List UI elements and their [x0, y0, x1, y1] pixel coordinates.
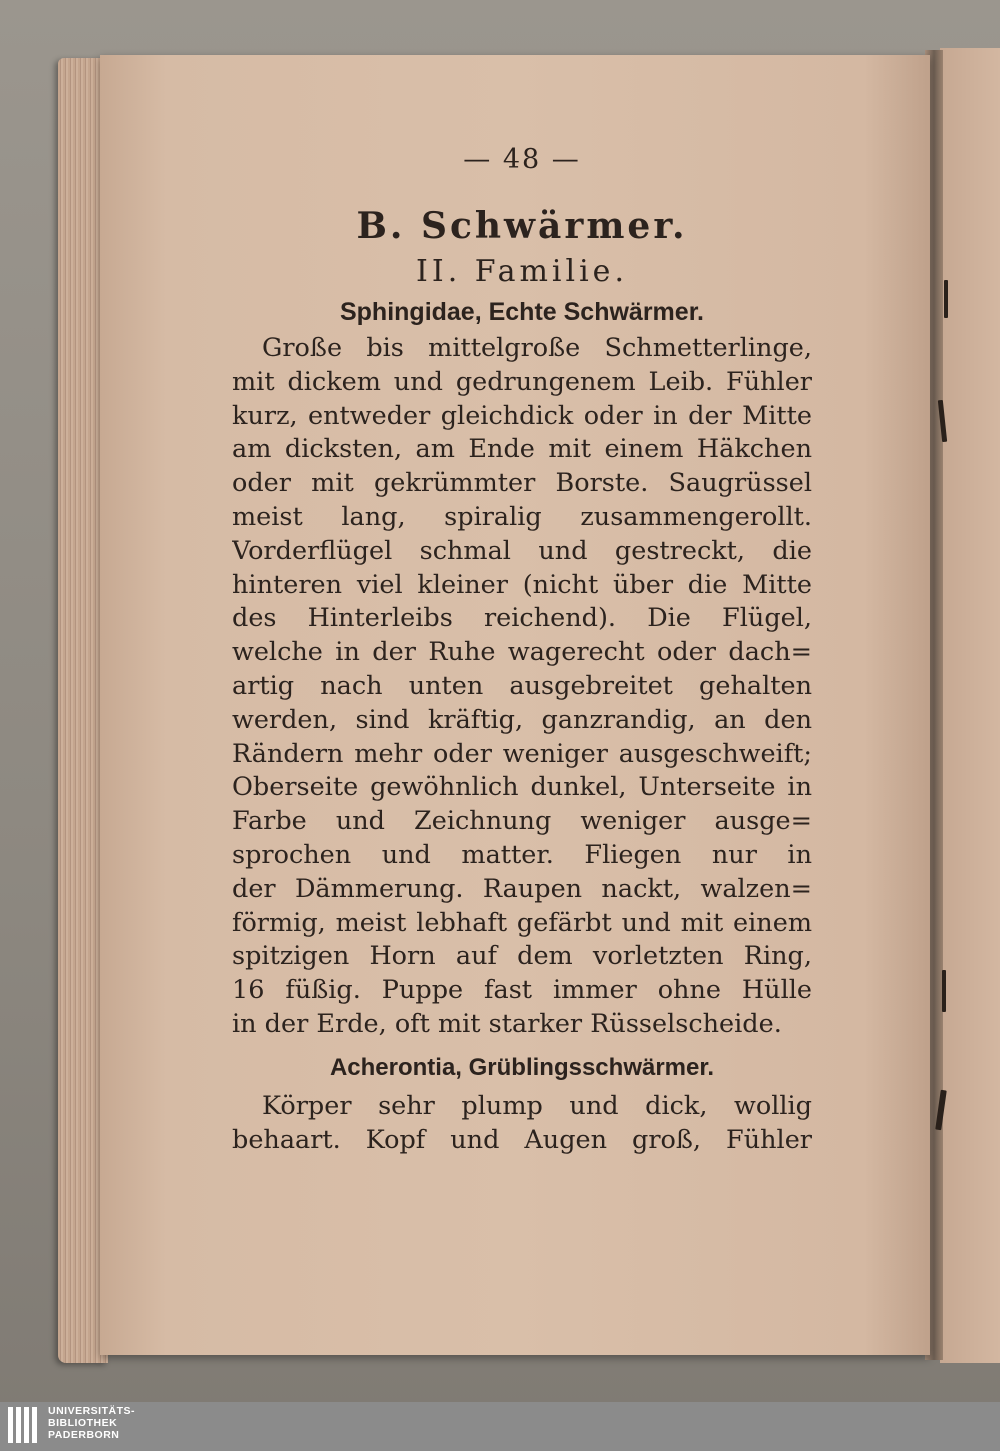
- text-line: des Hinterleibs reichend). Die Flügel,: [232, 603, 812, 634]
- family-heading: II. Familie.: [416, 254, 628, 289]
- text-line: Rändern mehr oder weniger ausgeschweift;: [232, 738, 812, 769]
- text-line: meist lang, spiralig zusammengerollt.: [232, 501, 812, 532]
- library-name-line: UNIVERSITÄTS-: [48, 1405, 136, 1417]
- text-line: mit dickem und gedrungenem Leib. Fühler: [232, 366, 812, 397]
- paragraph-genus: [232, 1090, 812, 1158]
- text-line: 16 füßig. Puppe fast immer ohne Hülle: [232, 975, 812, 1006]
- text-line: Große bis mittelgroße Schmetterlinge,: [262, 333, 812, 363]
- facing-page-mark: [942, 970, 946, 1012]
- section-heading: B. Schwärmer.: [356, 205, 688, 247]
- text-line: artig nach unten ausgebreitet gehalten: [232, 670, 812, 701]
- text-line: behaart. Kopf und Augen groß, Fühler: [232, 1124, 812, 1155]
- taxon-heading: Sphingidae, Echte Schwärmer.: [339, 298, 704, 326]
- library-footer-bar: [0, 1402, 1000, 1451]
- text-line: hinteren viel kleiner (nicht über die Mitte: [232, 569, 812, 600]
- text-line: Farbe und Zeichnung weniger ausge=: [232, 806, 812, 837]
- text-line: sprochen und matter. Fliegen nur in: [232, 839, 812, 870]
- text-line: förmig, meist lebhaft gefärbt und mit einem: [232, 907, 812, 938]
- text-line: Vorderflügel schmal und gestreckt, die: [232, 535, 812, 566]
- page-number: — 48 —: [463, 144, 581, 175]
- facing-page-mark: [944, 280, 948, 318]
- text-line: am dicksten, am Ende mit einem Häkchen: [232, 434, 812, 465]
- library-name: [48, 1405, 135, 1441]
- genus-subheading: Acherontia, Grüblingsschwärmer.: [329, 1053, 715, 1081]
- text-line: kurz, entweder gleichdick oder in der Mitte: [232, 400, 812, 431]
- text-line: Oberseite gewöhnlich dunkel, Unterseite in: [232, 772, 812, 803]
- text-line: der Dämmerung. Raupen nackt, walzen=: [232, 873, 812, 904]
- page-text: [232, 140, 812, 1157]
- library-name-line: BIBLIOTHEK: [48, 1417, 118, 1429]
- paragraph-description: [232, 332, 812, 1042]
- text-line: oder mit gekrümmter Borste. Saugrüssel: [232, 468, 812, 499]
- facing-page: [940, 48, 1000, 1363]
- text-line: Körper sehr plump und dick, wollig: [262, 1090, 812, 1121]
- library-logo-icon: [6, 1405, 42, 1445]
- text-line: welche in der Ruhe wagerecht oder dach=: [232, 637, 812, 668]
- text-line: spitzigen Horn auf dem vorletzten Ring,: [232, 941, 812, 972]
- library-name-line: PADERBORN: [48, 1429, 120, 1441]
- text-line: werden, sind kräftig, ganzrandig, an den: [232, 704, 812, 735]
- text-line: in der Erde, oft mit starker Rüsselscheide.: [232, 1008, 782, 1039]
